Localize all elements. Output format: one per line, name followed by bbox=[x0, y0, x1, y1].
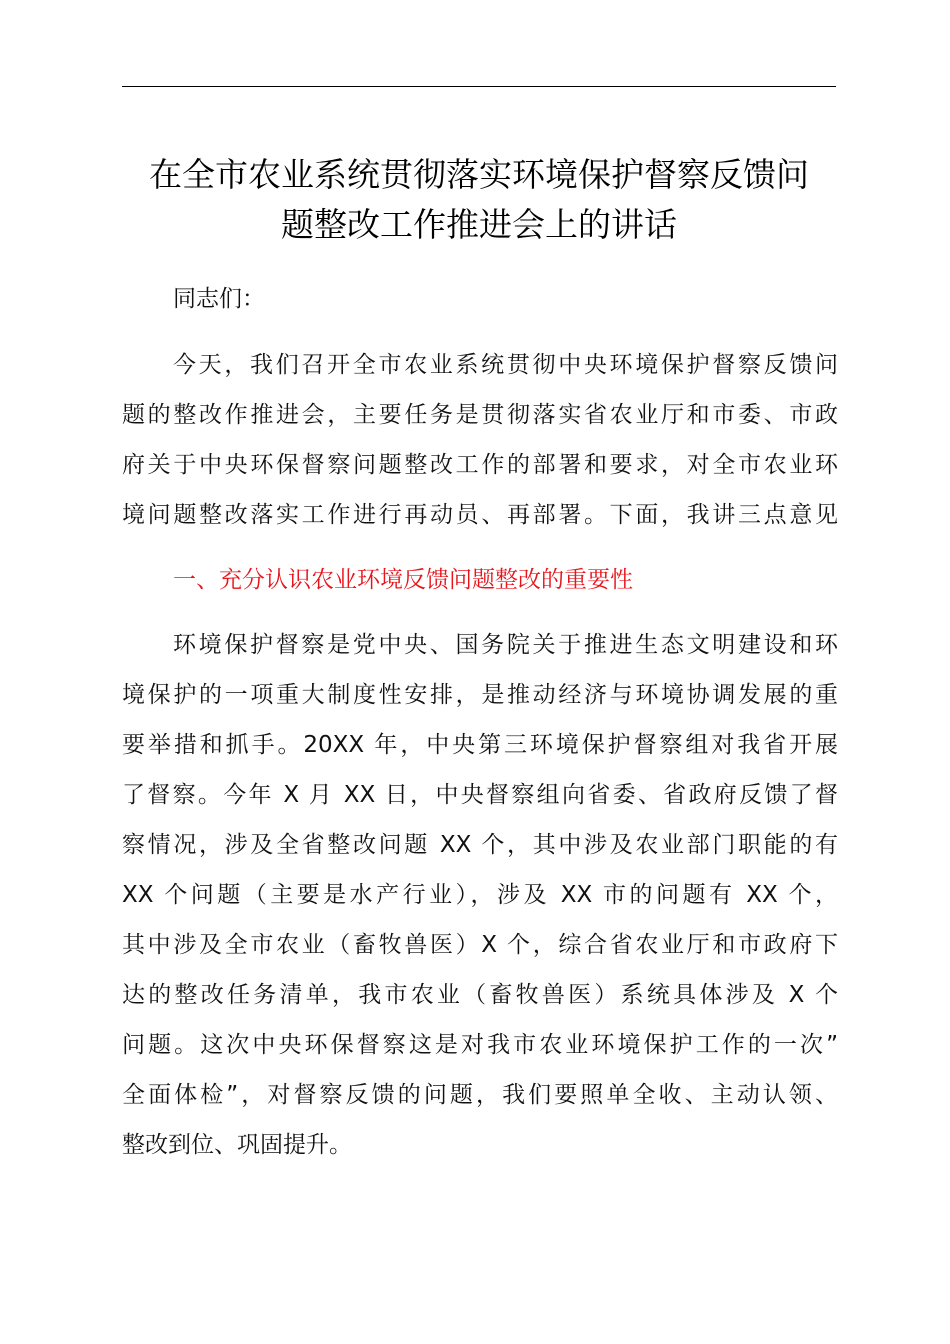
body-line: 境保护的一项重大制度性安排，是推动经济与环境协调发展的重 bbox=[122, 682, 838, 708]
body-line: 环境保护督察是党中央、国务院关于推进生态文明建设和环 bbox=[173, 632, 838, 658]
intro-line: 境问题整改落实工作进行再动员、再部署。下面，我讲三点意见 bbox=[122, 502, 838, 528]
body-line: XX 个问题（主要是水产行业），涉及 XX 市的问题有 XX 个， bbox=[122, 882, 838, 908]
body-line: 其中涉及全市农业（畜牧兽医）X 个，综合省农业厅和市政府下 bbox=[122, 932, 838, 958]
salutation: 同志们： bbox=[173, 286, 265, 312]
intro-line: 今天，我们召开全市农业系统贯彻中央环境保护督察反馈问 bbox=[173, 352, 838, 378]
body-line: 要举措和抓手。20XX 年，中央第三环境保护督察组对我省开展 bbox=[122, 732, 838, 758]
body-line: 整改到位、巩固提升。 bbox=[122, 1132, 352, 1158]
body-line: 了督察。今年 X 月 XX 日，中央督察组向省委、省政府反馈了督 bbox=[122, 782, 838, 808]
intro-line: 府关于中央环保督察问题整改工作的部署和要求，对全市农业环 bbox=[122, 452, 838, 478]
body-line: 察情况，涉及全省整改问题 XX 个，其中涉及农业部门职能的有 bbox=[122, 832, 838, 858]
title-line-2: 题整改工作推进会上的讲话 bbox=[281, 205, 677, 244]
intro-line: 题的整改作推进会，主要任务是贯彻落实省农业厅和市委、市政 bbox=[122, 402, 838, 428]
section-heading: 一、充分认识农业环境反馈问题整改的重要性 bbox=[173, 567, 633, 593]
body-line: 达的整改任务清单，我市农业（畜牧兽医）系统具体涉及 X 个 bbox=[122, 982, 838, 1008]
body-line: 全面体检”，对督察反馈的问题，我们要照单全收、主动认领、 bbox=[122, 1082, 838, 1108]
document-title bbox=[112, 150, 846, 250]
body-line: 问题。这次中央环保督察这是对我市农业环境保护工作的一次” bbox=[122, 1032, 838, 1058]
header-rule bbox=[122, 86, 836, 87]
title-line-1: 在全市农业系统贯彻落实环境保护督察反馈问 bbox=[149, 155, 809, 194]
